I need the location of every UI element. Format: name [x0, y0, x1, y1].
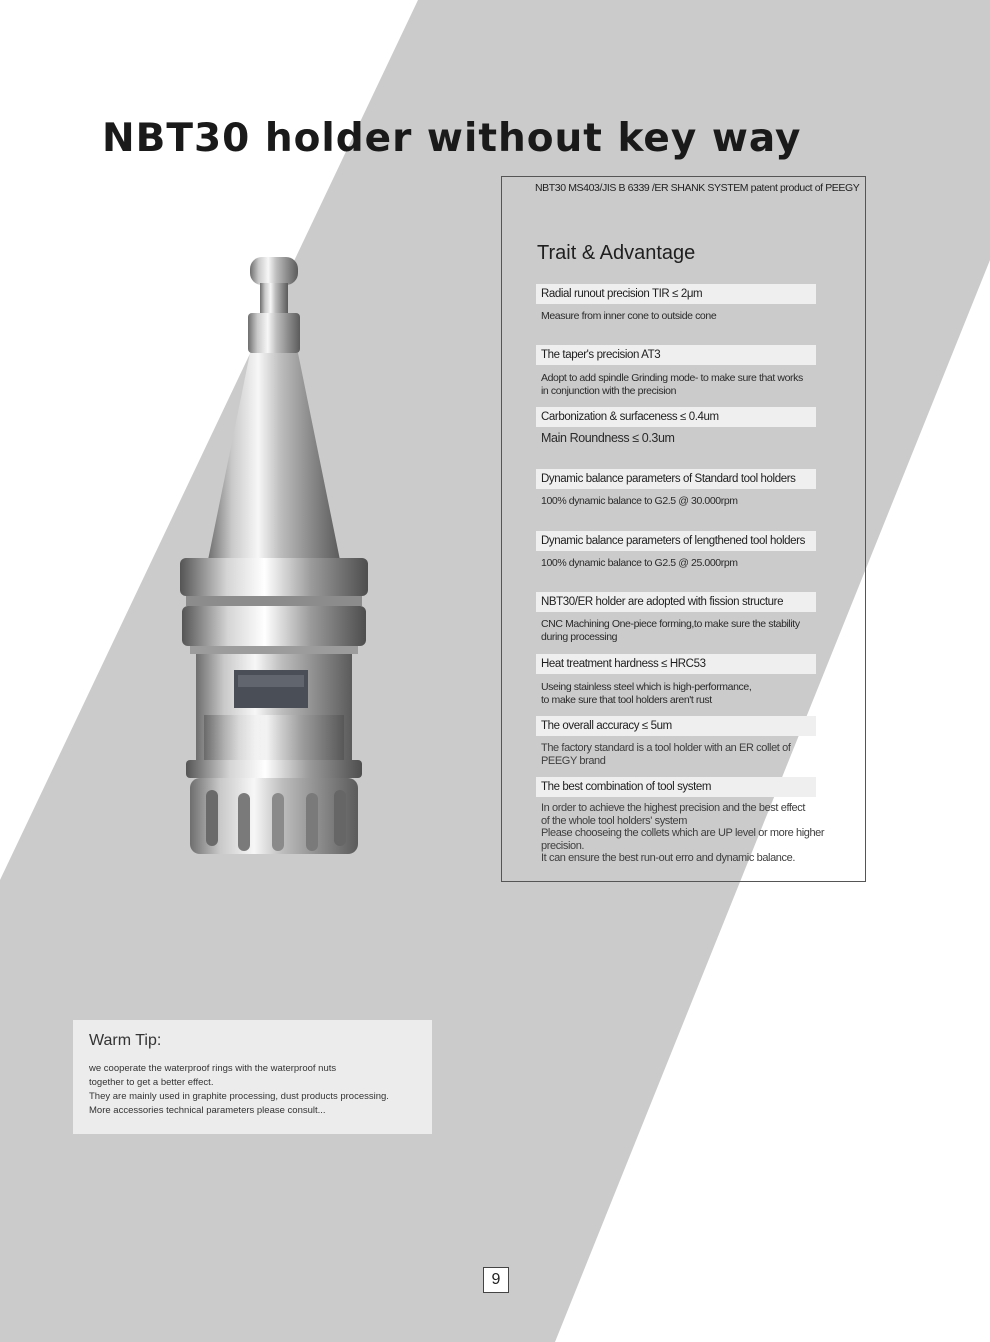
- warm-tip-line: More accessories technical parameters please consult...: [89, 1105, 326, 1116]
- trait-description: 100% dynamic balance to G2.5 @ 30.000rpm: [541, 495, 738, 507]
- trait-label: The overall accuracy ≤ 5um: [536, 716, 816, 736]
- trait-label: Radial runout precision TIR ≤ 2μm: [536, 284, 816, 304]
- trait-label: Carbonization & surfaceness ≤ 0.4um: [536, 407, 816, 427]
- warm-tip-line: They are mainly used in graphite processing, dust products processing.: [89, 1091, 389, 1102]
- trait-label: The taper's precision AT3: [536, 345, 816, 365]
- trait-heading: Trait & Advantage: [537, 242, 696, 264]
- warm-tip-box: [73, 1020, 432, 1134]
- warm-tip-line: together to get a better effect.: [89, 1077, 214, 1088]
- trait-description: The factory standard is a tool holder with an ER collet of PEEGY brand: [541, 742, 791, 767]
- product-subtitle: NBT30 MS403/JIS B 6339 /ER SHANK SYSTEM patent product of PEEGY: [535, 182, 860, 194]
- page-number: 9: [483, 1267, 509, 1293]
- tool-holder-image: [176, 255, 372, 855]
- page-title: NBT30 holder without key way: [102, 116, 802, 161]
- trait-label: NBT30/ER holder are adopted with fission structure: [536, 592, 816, 612]
- trait-label: Heat treatment hardness ≤ HRC53: [536, 654, 816, 674]
- trait-label: The best combination of tool system: [536, 777, 816, 797]
- trait-description: Adopt to add spindle Grinding mode- to make sure that works in conjunction with the precision: [541, 372, 803, 397]
- trait-description: In order to achieve the highest precision and the best effect of the whole tool holders' system Please chooseing the collets which are UP level or more higher precision. It can ensure the best run-out erro and dynamic balance.: [541, 802, 825, 864]
- warm-tip-title: Warm Tip:: [89, 1032, 162, 1049]
- trait-description: Useing stainless steel which is high-performance, to make sure that tool holders aren't rust: [541, 681, 752, 706]
- trait-label: Dynamic balance parameters of Standard tool holders: [536, 469, 816, 489]
- trait-description: 100% dynamic balance to G2.5 @ 25.000rpm: [541, 557, 738, 569]
- trait-label: Dynamic balance parameters of lengthened tool holders: [536, 531, 816, 551]
- trait-description: CNC Machining One-piece forming,to make sure the stability during processing: [541, 618, 800, 643]
- trait-description: Main Roundness ≤ 0.3um: [541, 431, 675, 445]
- warm-tip-line: we cooperate the waterproof rings with the waterproof nuts: [89, 1063, 337, 1074]
- trait-description: Measure from inner cone to outside cone: [541, 310, 717, 322]
